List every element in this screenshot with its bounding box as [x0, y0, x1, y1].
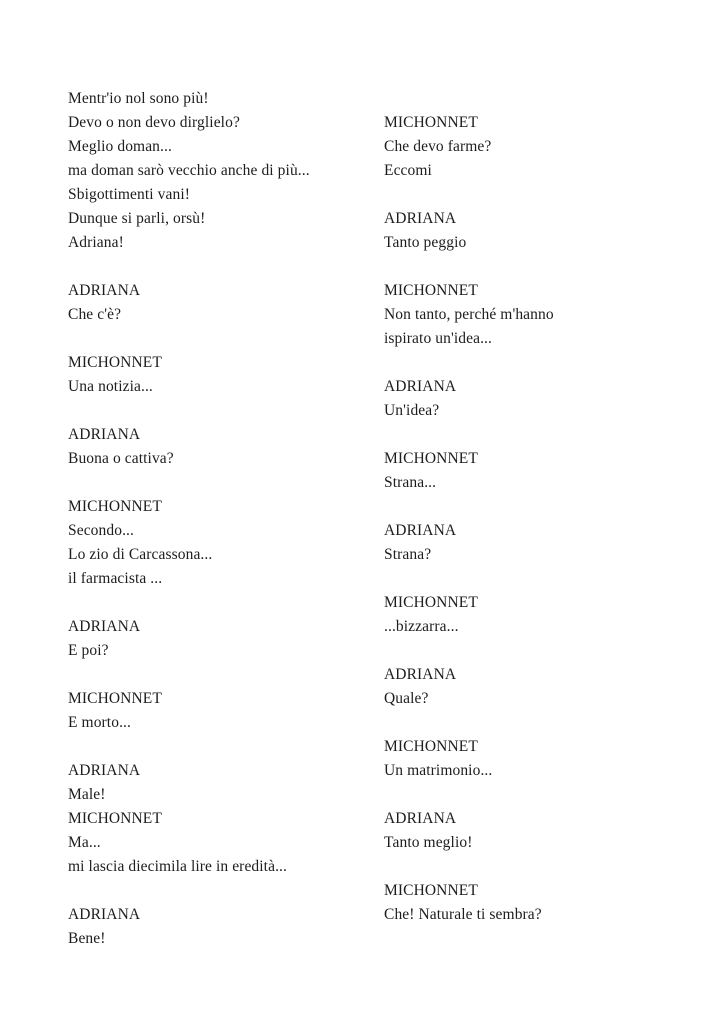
speaker-name: MICHONNET	[384, 450, 478, 467]
dialogue-line: Un matrimonio...	[384, 762, 493, 779]
speaker-name: ADRIANA	[384, 378, 457, 395]
dialogue-line: Che c'è?	[68, 306, 122, 323]
blank-line	[68, 663, 368, 687]
blank-line	[384, 711, 704, 735]
dialogue-line: ...bizzarra...	[384, 618, 459, 635]
blank-line	[384, 351, 704, 375]
speaker-name: ADRIANA	[384, 810, 457, 827]
dialogue-line: il farmacista ...	[68, 570, 163, 587]
dialogue-line: Un'idea?	[384, 402, 440, 419]
blank-line	[384, 255, 704, 279]
dialogue-line: Strana?	[384, 546, 432, 563]
speaker-name: MICHONNET	[68, 690, 162, 707]
speaker-name: ADRIANA	[68, 282, 141, 299]
dialogue-line: Mentr'io nol sono più!	[68, 90, 209, 107]
blank-line	[68, 735, 368, 759]
dialogue-line: ispirato un'idea...	[384, 330, 493, 347]
speaker-name: MICHONNET	[68, 498, 162, 515]
dialogue-line: Male!	[68, 786, 106, 803]
dialogue-line: Una notizia...	[68, 378, 153, 395]
dialogue-line: Meglio doman...	[68, 138, 172, 155]
dialogue-line: Dunque si parli, orsù!	[68, 210, 206, 227]
blank-line	[384, 495, 704, 519]
dialogue-line: Strana...	[384, 474, 437, 491]
speaker-name: ADRIANA	[68, 762, 141, 779]
blank-line	[384, 855, 704, 879]
dialogue-line: Devo o non devo dirglielo?	[68, 114, 240, 131]
dialogue-line: Eccomi	[384, 162, 432, 179]
speaker-name: MICHONNET	[384, 882, 478, 899]
dialogue-line: Sbigottimenti vani!	[68, 186, 191, 203]
speaker-name: ADRIANA	[384, 666, 457, 683]
dialogue-line: E morto...	[68, 714, 131, 731]
dialogue-line: Tanto peggio	[384, 234, 467, 251]
dialogue-line: ma doman sarò vecchio anche di più...	[68, 162, 310, 179]
speaker-name: MICHONNET	[68, 354, 162, 371]
blank-line	[68, 471, 368, 495]
blank-line	[68, 879, 368, 903]
dialogue-line: Secondo...	[68, 522, 135, 539]
dialogue-line: Lo zio di Carcassona...	[68, 546, 213, 563]
speaker-name: MICHONNET	[68, 810, 162, 827]
dialogue-line: Non tanto, perché m'hanno	[384, 306, 554, 323]
dialogue-line: E poi?	[68, 642, 109, 659]
speaker-name: ADRIANA	[384, 210, 457, 227]
blank-line	[68, 399, 368, 423]
blank-line	[68, 591, 368, 615]
blank-line	[384, 783, 704, 807]
speaker-name: ADRIANA	[68, 906, 141, 923]
dialogue-line: Ma...	[68, 834, 101, 851]
blank-line	[68, 255, 368, 279]
speaker-name: MICHONNET	[384, 114, 478, 131]
blank-line	[384, 423, 704, 447]
dialogue-line: Adriana!	[68, 234, 124, 251]
dialogue-line: Che devo farme?	[384, 138, 492, 155]
dialogue-line: Buona o cattiva?	[68, 450, 174, 467]
speaker-name: MICHONNET	[384, 282, 478, 299]
script-column-right	[384, 111, 704, 927]
blank-line	[68, 327, 368, 351]
dialogue-line: mi lascia diecimila lire in eredità...	[68, 858, 287, 875]
speaker-name: ADRIANA	[68, 426, 141, 443]
dialogue-line: Bene!	[68, 930, 106, 947]
blank-line	[384, 567, 704, 591]
speaker-name: ADRIANA	[68, 618, 141, 635]
speaker-name: MICHONNET	[384, 738, 478, 755]
speaker-name: MICHONNET	[384, 594, 478, 611]
script-column-left	[68, 87, 368, 951]
dialogue-line: Che! Naturale ti sembra?	[384, 906, 542, 923]
blank-line	[384, 183, 704, 207]
dialogue-line: Quale?	[384, 690, 429, 707]
speaker-name: ADRIANA	[384, 522, 457, 539]
blank-line	[384, 639, 704, 663]
dialogue-line: Tanto meglio!	[384, 834, 473, 851]
